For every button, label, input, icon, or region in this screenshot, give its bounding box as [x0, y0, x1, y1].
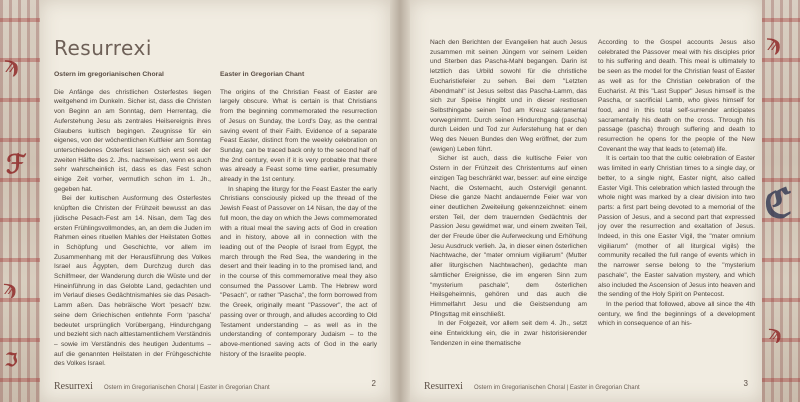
paragraph: In the period that followed, above all since the 4th century, we find the beginnings of a development which in consequence of an his- [598, 300, 755, 328]
column-german [54, 70, 211, 369]
running-subtitle: Ostern im Gregorianischen Choral | Easter in Gregorian Chant [473, 385, 640, 391]
book-gutter [390, 0, 410, 402]
page-left [40, 0, 390, 402]
running-subtitle: Ostern im Gregorianischen Choral | Easter in Gregorian Chant [103, 385, 270, 391]
paragraph: It is certain too that the cultic celebration of Easter was limited in early Christian times to a single day, or better, to a single night, Easter night, also called Easter Vigil. This celebration which lasted through the whole night was marked by a clear division into two parts: a first part being devoted to a memorial of the Passion of Jesus, and a second part that expressed joy over the resurrection and exaltation of Jesus. Indeed, in this one Easter Vigil, the "mater omnium vigiliarum" (mother of all liturgical vigils) the community recalled the full range of events which in the narrower sense belong to the "mysterium paschale", the Easter salvation mystery, and which also included the Ascension of Jesus into heaven and the sending of the Holy Spirit on Pentecost. [598, 155, 755, 299]
page-title: Resurrexi [54, 36, 152, 60]
paragraph: Die Anfänge des christlichen Osterfestes liegen weitgehend im Dunkeln. Sicher ist, dass die Christen von Beginn an am Sonntag, dem Herrentag, die Auferstehung Jesu als zentrales Heilsereignis ihres Glaubens kultisch begingen. Zeugnisse für ein eigenes, von der wöchentlichen Kultfeier am Sonntag unterschiedenes Osterfest lassen sich erst seit der zweiten Hälfte des 2. Jhs. nachweisen, wenn es auch sehr wahrscheinlich ist, dass es das Fest schon einige Zeit vorher, vermutlich schon im 1. Jh., gegeben hat. [54, 88, 211, 193]
manuscript-strip-left [0, 0, 40, 402]
paragraph: Bei der kultischen Ausformung des Osterfestes knüpften die Christen der Frühzeit bewusst an das jüdische Pesach-Fest am 14. Nisan, dem Tag des ersten Frühlingsvollmondes, an, an dem die Juden im Rahmen eines rituellen Mahles der Heilstaten Gottes in Schöpfung und Geschichte, vor allem im Zusammenhang mit der Herausführung des Volkes Israel aus Ägypten, dem Durchzug durch das Schilfmeer, der Wanderung durch die Wüste und der Hineinführung in das Gelobte Land, gedachten und im Verlauf dieses Gedächtnismahles sie das Pesach-Lamm aßen. Das hebräische Wort 'pesach' bzw. seine dem Griechischen entlehnte Form 'pascha' bedeutet ursprünglich Vorübergang, Hindurchgang und bezieht sich nach alttestamentlichem Verständnis – sowie im Verständnis des heutigen Judentums – auf die genannten Heilstaten in der Frühgeschichte des Volkes Israel. [54, 195, 211, 368]
column-english [598, 38, 755, 329]
page-right [410, 0, 762, 402]
paragraph: According to the Gospel accounts Jesus also celebrated the Passover meal with his disciples prior to his suffering and death. This meal is ultimately to be seen as the model for the Christian feast of Easter as well as for the Christian celebration of the Eucharist. At this "Last Supper" Jesus himself is the Pascha, or sacrificial Lamb, who gives himself for food, and in this total self-surrender anticipates sacramentally his death on the cross. Through his passage (pascha) through suffering and death to resurrection he opens for the people of the New Covenant the way that leads to (eternal) life. [598, 39, 755, 153]
column-heading: Ostern im gregorianischen Choral [54, 71, 164, 78]
page-number: 3 [743, 379, 748, 388]
paragraph: In shaping the liturgy for the Feast Easter the early Christians consciously picked up the thread of the Jewish Feast of Passover on 14 Nisan, the day of the full moon, the day on which the Jews commemorated with a ritual meal the saving acts of God in creation and in history, above all in connection with the leading out of the People of Israel from Egypt, the march through the Red Sea, the wandering in the desert and their leading in to the promised land, and in the course of this commemorative meal they also consumed the Passover Lamb. The Hebrew word "Pesach", or rather "Pascha", the form borrowed from the Greek, originally meant "Passover", the act of passing over or through, and alludes according to Old Testament understanding – as well as in the understanding of contemporary Judaism – to the above-mentioned saving acts of God in the early history of the Israelite people. [220, 185, 377, 358]
column-german [430, 38, 587, 349]
neume-ornament-icon: ϡ [3, 275, 17, 299]
paragraph: The origins of the Christian Feast of Easter are largely obscure. What is certain is that Christians from the beginning commemorated the resurrection of Jesus on Sunday, the Lord's Day, as the central saving event of their Faith. Evidence of a separate Feast Easter, distinct from the weekly celebration on Sunday, can be traced back only to the second half of the 2nd century, even if it is very probable that there was already a Feast some time earlier, presumably already in the 1st century. [220, 88, 377, 184]
neume-ornament-icon: ℑ [5, 350, 18, 371]
page-footer [424, 374, 748, 392]
initial-ornament-icon: ℭ [764, 180, 793, 227]
neume-ornament-icon: ϡ [768, 320, 782, 344]
paragraph: In der Folgezeit, vor allem seit dem 4. Jh., setzt eine Entwicklung ein, die in zwar historisierender Tendenzen in eine thematische [430, 320, 587, 347]
neume-ornament-icon: ϡ [766, 30, 781, 56]
page-footer [54, 374, 376, 392]
paragraph: Nach den Berichten der Evangelien hat auch Jesus zusammen mit seinen Jüngern vor seinem Leiden und Sterben das Pascha-Mahl begangen. Darin ist letztlich das Urbild sowohl für die christliche Eucharistiefeier zu sehen. Bei dem "Letzten Abendmahl" ist Jesus selbst das Pascha-Lamm, das sich zur Speise hingibt und in dieser restlosen Selbsthingabe seinen Tod am Kreuz sakramental vorwegnimmt. Durch seinen Hindurchgang (pascha) durch Leiden und Tod zur Auferstehung hat er den Weg des Neuen Bundes den Weg eröffnet, der zum (ewigen) Leben führt. [430, 39, 587, 153]
running-title: Resurrexi [54, 381, 93, 392]
running-title: Resurrexi [424, 381, 463, 392]
column-english [220, 70, 377, 359]
initial-ornament-icon: ℱ [6, 150, 27, 180]
paragraph: Sicher ist auch, dass die kultische Feier von Ostern in der Frühzeit des Christentums auf einen einzigen Tag beschränkt war, besser: auf eine einzige Nacht, die Osternacht, auch Ostervigil genannt. Diese die ganze Nacht andauernde Feier war von einer deutlichen Zweiteilung gekennzeichnet: einem ersten Teil, der dem trauernden Gedächtnis der Passion Jesu gewidmet war, und einem zweiten Teil, der der Freude über die Auferweckung und Erhöhung Jesu Ausdruck verlieh. Ja, in dieser einen österlichen Nachtwache, der "mater omnium vigiliarum" (Mutter aller liturgischen Nachtwachen), gedachte man sämtlicher Ereignisse, die im engeren Sinn zum "mysterium paschale", dem österlichen Heilsgeheimnis, gehören und das auch die Himmelfahrt Jesu und die Geistsendung am Pfingsttag mit einschließt. [430, 155, 587, 318]
neume-ornament-icon: ϡ [4, 52, 19, 78]
manuscript-strip-right [762, 0, 800, 402]
column-heading: Easter in Gregorian Chant [220, 71, 305, 78]
page-number: 2 [371, 379, 376, 388]
